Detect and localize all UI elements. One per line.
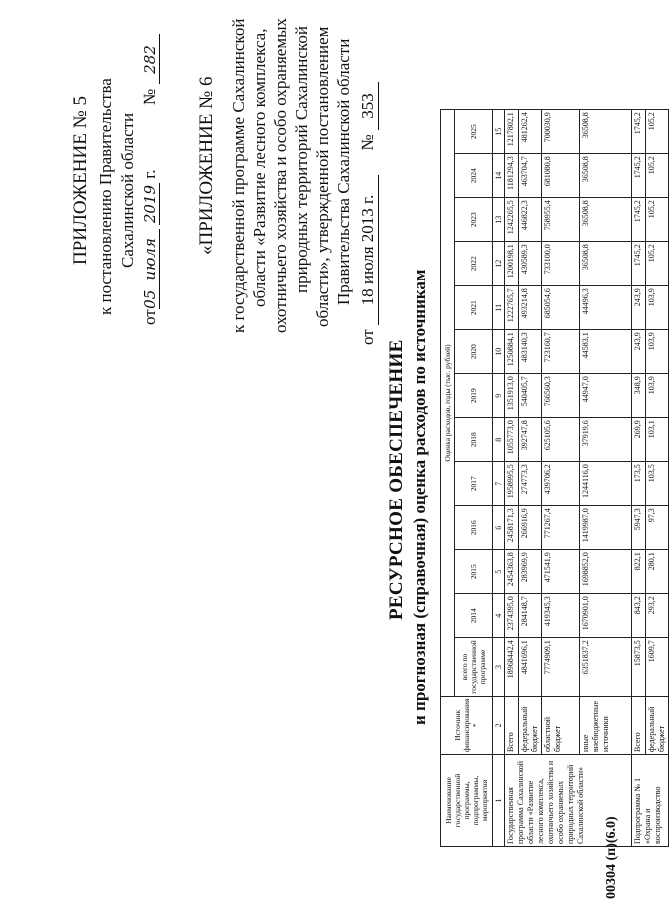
header-year: 2022 (455, 242, 493, 286)
value-cell: 723160,7 (542, 330, 580, 374)
value-cell: 18968442,4 (505, 638, 519, 696)
value-cell: 348,9 (632, 374, 646, 418)
value-cell: 1745,2 (632, 242, 646, 286)
appendix5-title: ПРИЛОЖЕНИЕ № 5 (70, 96, 91, 265)
appendix5-date-year: 2019 (141, 184, 159, 224)
table-row (505, 110, 519, 847)
appendix5-number: 282 (141, 34, 160, 84)
value-cell: 5947,3 (632, 506, 646, 550)
value-cell: 483140,3 (519, 330, 542, 374)
appendix6-number: 353 (358, 82, 379, 130)
program-rows (505, 110, 632, 847)
appendix6-lines (228, 18, 354, 333)
row-source-cell: Всего (632, 696, 646, 754)
value-cell: 283969,9 (519, 550, 542, 594)
value-cell: 685054,6 (542, 286, 580, 330)
value-cell: 419345,3 (542, 594, 580, 638)
col-number: 14 (493, 154, 505, 198)
value-cell: 1217802,1 (505, 110, 519, 154)
value-cell: 430589,3 (519, 242, 542, 286)
value-cell: 625105,6 (542, 418, 580, 462)
appendix5-from: от (140, 309, 159, 325)
value-cell: 274773,3 (519, 462, 542, 506)
value-cell: 243,9 (632, 330, 646, 374)
value-cell: 766560,3 (542, 374, 580, 418)
value-cell: 44496,3 (580, 286, 632, 330)
value-cell: 36508,8 (580, 242, 632, 286)
header-year: 2015 (455, 550, 493, 594)
value-cell: 269,9 (632, 418, 646, 462)
header-total: всего по государственной программе (455, 638, 493, 696)
value-cell: 1250884,1 (505, 330, 519, 374)
value-cell: 280,1 (646, 550, 669, 594)
table-row (632, 110, 646, 847)
col-number: 15 (493, 110, 505, 154)
appendix6-line: области «Развитие лесного комплекса, (250, 28, 269, 307)
header-name: Наименование государственной программы, подпрограммы, мероприятия (441, 755, 493, 847)
appendix5-line2: Сахалинской области (118, 112, 137, 268)
value-cell: 243,9 (632, 286, 646, 330)
appendix6-line: Правительства Сахалинской области (334, 38, 353, 305)
header-source: Источник финансирования * (441, 696, 493, 754)
col-number: 9 (493, 374, 505, 418)
value-cell: 758955,4 (542, 198, 580, 242)
value-cell: 293,2 (646, 594, 669, 638)
table-header-row (441, 110, 455, 847)
value-cell: 2458171,3 (505, 506, 519, 550)
value-cell: 843,2 (632, 594, 646, 638)
row-name-cell: Государственная программа Сахалинской области «Развитие лесного комплекса, охотничьего хозяйства и особо охраняемых природных территорий Сахалинской области» (505, 755, 632, 847)
header-year: 2025 (455, 110, 493, 154)
header-year: 2020 (455, 330, 493, 374)
value-cell: 1609,7 (646, 638, 669, 696)
value-cell: 173,5 (632, 462, 646, 506)
resource-heading: РЕСУРСНОЕ ОБЕСПЕЧЕНИЕ (386, 339, 407, 620)
appendix5-year-suffix: г. (140, 169, 159, 179)
col-number: 13 (493, 198, 505, 242)
resources-table (440, 109, 669, 847)
appendix5-date-day: 05 (141, 289, 159, 309)
value-cell: 439706,2 (542, 462, 580, 506)
col-number: 4 (493, 594, 505, 638)
value-cell: 1222765,7 (505, 286, 519, 330)
table-row (519, 110, 542, 847)
value-cell: 105,2 (646, 154, 669, 198)
value-cell: 481262,4 (519, 110, 542, 154)
value-cell: 6351837,2 (580, 638, 632, 696)
value-cell: 392747,8 (519, 418, 542, 462)
header-year: 2019 (455, 374, 493, 418)
value-cell: 1745,2 (632, 198, 646, 242)
value-cell: 1745,2 (632, 110, 646, 154)
table-row (646, 110, 669, 847)
col-number: 8 (493, 418, 505, 462)
value-cell: 44947,0 (580, 374, 632, 418)
col-number: 3 (493, 638, 505, 696)
value-cell: 1745,2 (632, 154, 646, 198)
value-cell: 1244116,0 (580, 462, 632, 506)
value-cell: 733100,0 (542, 242, 580, 286)
value-cell: 36508,8 (580, 110, 632, 154)
header-year: 2017 (455, 462, 493, 506)
value-cell: 1958995,5 (505, 462, 519, 506)
value-cell: 4841696,1 (519, 638, 542, 696)
value-cell: 105,2 (646, 242, 669, 286)
col-number: 5 (493, 550, 505, 594)
value-cell: 1698852,0 (580, 550, 632, 594)
document-code: 00304 (п)(6.0) (604, 816, 619, 899)
value-cell: 2374395,0 (505, 594, 519, 638)
value-cell: 771267,4 (542, 506, 580, 550)
value-cell: 105,2 (646, 110, 669, 154)
col-number: 11 (493, 286, 505, 330)
value-cell: 284148,7 (519, 594, 542, 638)
value-cell: 103,1 (646, 418, 669, 462)
row-source-cell: Всего (505, 696, 519, 754)
appendix5-date-row (140, 34, 160, 325)
col-number: 12 (493, 242, 505, 286)
value-cell: 471541,9 (542, 550, 580, 594)
appendix6-title: «ПРИЛОЖЕНИЕ № 6 (196, 76, 217, 255)
col-number: 7 (493, 462, 505, 506)
column-numbers-row (493, 110, 505, 847)
value-cell: 1670901,0 (580, 594, 632, 638)
appendix6-date-row (358, 82, 379, 345)
value-cell: 822,1 (632, 550, 646, 594)
appendix6-number-prefix: № (358, 134, 377, 151)
appendix5-line1: к постановлению Правительства (96, 78, 115, 315)
col-number: 6 (493, 506, 505, 550)
row-source-cell: федеральный бюджет (519, 696, 542, 754)
header-year: 2024 (455, 154, 493, 198)
appendix6-from: от (358, 329, 377, 345)
value-cell: 105,2 (646, 198, 669, 242)
appendix5-date-month: июля (141, 229, 160, 289)
value-cell: 36508,8 (580, 198, 632, 242)
value-cell: 493214,8 (519, 286, 542, 330)
appendix6-line: области», утвержденной постановлением (313, 26, 332, 327)
row-source-cell: федеральный бюджет (646, 696, 669, 754)
value-cell: 1242265,5 (505, 198, 519, 242)
table-row (542, 110, 580, 847)
value-cell: 463704,7 (519, 154, 542, 198)
value-cell: 103,9 (646, 374, 669, 418)
value-cell: 1181294,3 (505, 154, 519, 198)
table-row (580, 110, 632, 847)
row-name-cell: Подпрограмма № 1 «Охрана и воспроизводство (632, 755, 669, 847)
appendix6-line: к государственной программе Сахалинской (229, 18, 248, 333)
value-cell: 1351913,0 (505, 374, 519, 418)
value-cell: 1200198,1 (505, 242, 519, 286)
value-cell: 681080,8 (542, 154, 580, 198)
row-source-cell: иные внебюджетные источники (580, 696, 632, 754)
appendix6-line: природных территорий Сахалинской (292, 26, 311, 293)
value-cell: 540405,7 (519, 374, 542, 418)
header-year: 2016 (455, 506, 493, 550)
row-source-cell: областной бюджет (542, 696, 580, 754)
col-number: 10 (493, 330, 505, 374)
header-year: 2018 (455, 418, 493, 462)
value-cell: 1055773,0 (505, 418, 519, 462)
value-cell: 103,5 (646, 462, 669, 506)
appendix5-number-prefix: № (140, 88, 159, 105)
appendix6-date: 18 июля 2013 г. (358, 175, 379, 325)
header-estimate: Оценка расходов, годы (тыс. рублей) (441, 110, 455, 696)
value-cell: 103,9 (646, 286, 669, 330)
value-cell: 36508,8 (580, 154, 632, 198)
value-cell: 266916,9 (519, 506, 542, 550)
header-year: 2021 (455, 286, 493, 330)
col-number: 2 (493, 696, 505, 754)
value-cell: 103,9 (646, 330, 669, 374)
value-cell: 446822,3 (519, 198, 542, 242)
value-cell: 7774909,1 (542, 638, 580, 696)
subprogram1-rows (632, 110, 669, 847)
resource-subheading: и прогнозная (справочная) оценка расходов по источникам (410, 269, 429, 725)
header-year: 2014 (455, 594, 493, 638)
header-year: 2023 (455, 198, 493, 242)
value-cell: 1419987,0 (580, 506, 632, 550)
value-cell: 700030,9 (542, 110, 580, 154)
value-cell: 44583,1 (580, 330, 632, 374)
value-cell: 37919,6 (580, 418, 632, 462)
value-cell: 15873,5 (632, 638, 646, 696)
appendix6-line: охотничьего хозяйства и особо охраняемых (271, 17, 290, 333)
value-cell: 97,3 (646, 506, 669, 550)
value-cell: 2454363,8 (505, 550, 519, 594)
col-number: 1 (493, 755, 505, 847)
